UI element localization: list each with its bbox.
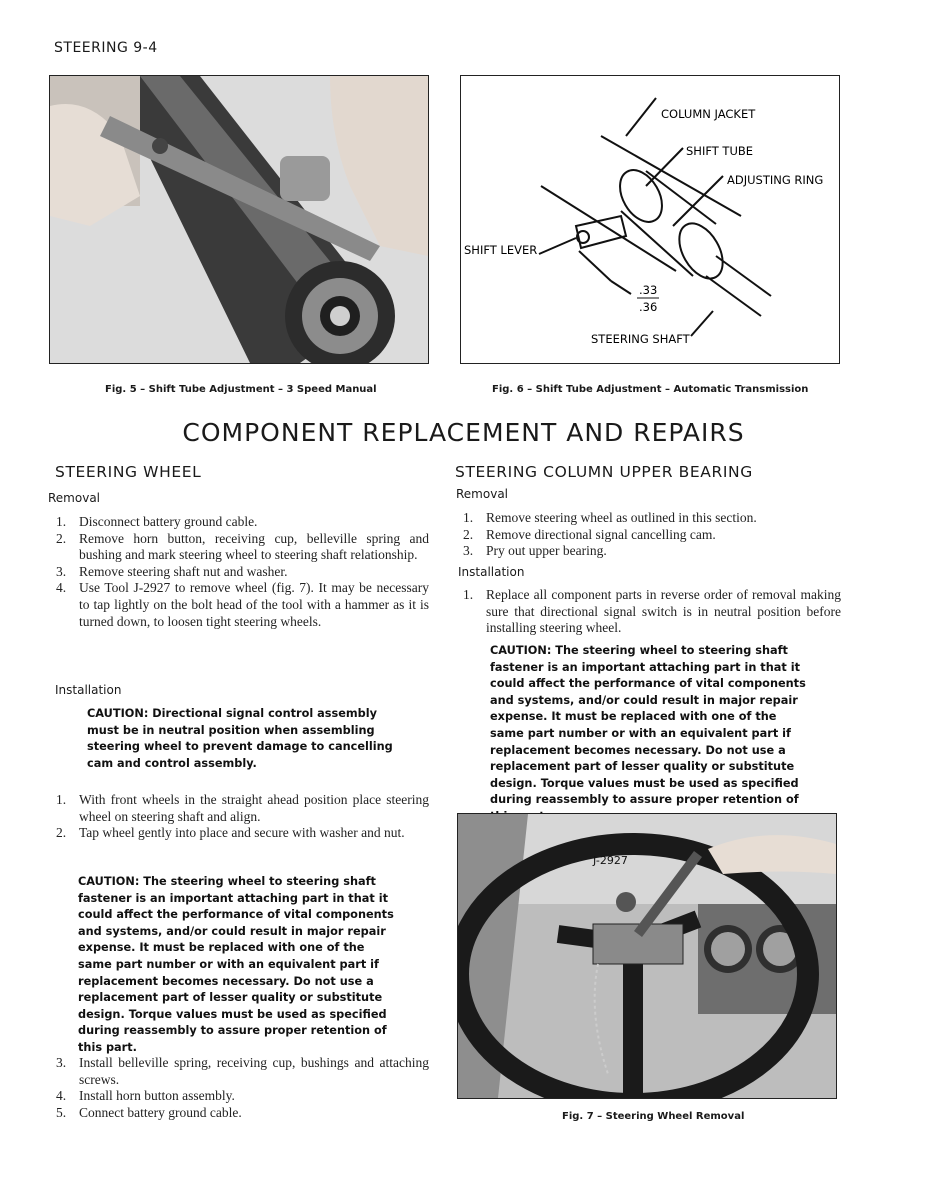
section-title: COMPONENT REPLACEMENT AND REPAIRS xyxy=(182,418,745,447)
list-item: 1. Replace all component parts in reverse order of removal making sure that directional signal switch is in neutral position before installing steering wheel. xyxy=(463,587,841,636)
right-removal-heading: Removal xyxy=(456,487,509,501)
shift-tube-diagram xyxy=(461,76,839,363)
caution-directional-signal: CAUTION: Directional signal control assembly must be in neutral position when assembling steering wheel to prevent damage to cancelling cam and control assembly. xyxy=(87,707,393,770)
list-item: 3. Remove steering shaft nut and washer. xyxy=(56,563,288,579)
list-item: 1. With front wheels in the straight ahead position place steering wheel on steering shaft and align. xyxy=(56,792,429,824)
list-item: 5. Connect battery ground cable. xyxy=(56,1104,242,1120)
left-install-list-b xyxy=(56,1055,429,1121)
shift-tube-photo-image xyxy=(50,76,428,363)
right-install-list xyxy=(463,587,841,637)
label-tool-j2927: J-2927 xyxy=(593,854,628,867)
right-removal-list xyxy=(463,510,841,560)
upper-bearing-heading: STEERING COLUMN UPPER BEARING xyxy=(455,463,753,481)
list-item: 3. Install belleville spring, receiving cup, bushings and attaching screws. xyxy=(56,1055,429,1087)
label-shift-tube: SHIFT TUBE xyxy=(686,144,754,158)
fig5-photo xyxy=(49,75,429,364)
label-adjusting-ring: ADJUSTING RING xyxy=(727,173,824,187)
caution-fastener-left: CAUTION: The steering wheel to steering shaft fastener is an important attaching part in that it could affect the performance of vital components and systems, and/or could result in major repair expense. It must be replaced with one of the same part number or with an equivalent part if replacement becomes necessary. Do not use a replacement part of lesser quality or substitute design. Torque values must be used as specified during reassembly to assure proper retention of this part. xyxy=(78,875,394,1054)
fig6-caption: Fig. 6 – Shift Tube Adjustment – Automatic Transmission xyxy=(492,384,809,395)
label-steering-shaft: STEERING SHAFT xyxy=(591,332,690,346)
list-item: 2. Remove horn button, receiving cup, belleville spring and bushing and mark steering wheel to steering shaft relationship. xyxy=(56,530,429,563)
label-dimension-min: .33 xyxy=(639,283,658,297)
list-item: 1. Remove steering wheel as outlined in this section. xyxy=(463,510,757,525)
left-removal-heading: Removal xyxy=(48,491,101,505)
list-item: 3. Pry out upper bearing. xyxy=(463,543,607,559)
left-removal-list xyxy=(56,514,429,630)
label-shift-lever: SHIFT LEVER xyxy=(464,243,538,257)
list-item: 4. Install horn button assembly. xyxy=(56,1088,235,1104)
label-dimension-max: .36 xyxy=(639,300,658,314)
label-column-jacket: COLUMN JACKET xyxy=(661,107,756,121)
left-install-list-a xyxy=(56,792,429,842)
list-item: 1. Disconnect battery ground cable. xyxy=(56,514,258,529)
list-item: 4. Use Tool J-2927 to remove wheel (fig. 7). It may be necessary to tap lightly on the bolt head of the tool with a hammer as it is turned down, to loosen tight steering wheels. xyxy=(56,580,429,629)
fig7-caption: Fig. 7 – Steering Wheel Removal xyxy=(562,1111,745,1122)
page-header: STEERING 9-4 xyxy=(54,40,158,56)
list-item: 2. Tap wheel gently into place and secure with washer and nut. xyxy=(56,825,405,841)
fig7-photo xyxy=(457,813,837,1099)
left-installation-heading: Installation xyxy=(55,683,122,697)
fig6-diagram xyxy=(460,75,840,364)
caution-fastener-right: CAUTION: The steering wheel to steering shaft fastener is an important attaching part in that it could affect the performance of vital components and systems, and/or could result in major repair expense. It must be replaced with one of the same part number or with an equivalent part if replacement becomes necessary. Do not use a replacement part of lesser quality or substitute design. Torque values must be used as specified during reassembly to assure proper retention of xyxy=(490,644,806,807)
steering-wheel-photo-image xyxy=(458,814,836,1098)
list-item: 2. Remove directional signal cancelling cam. xyxy=(463,526,716,542)
adjusting-ring xyxy=(670,216,731,286)
steering-wheel-heading: STEERING WHEEL xyxy=(55,463,202,481)
fig5-caption: Fig. 5 – Shift Tube Adjustment – 3 Speed Manual xyxy=(105,384,377,395)
right-installation-heading: Installation xyxy=(458,565,525,579)
